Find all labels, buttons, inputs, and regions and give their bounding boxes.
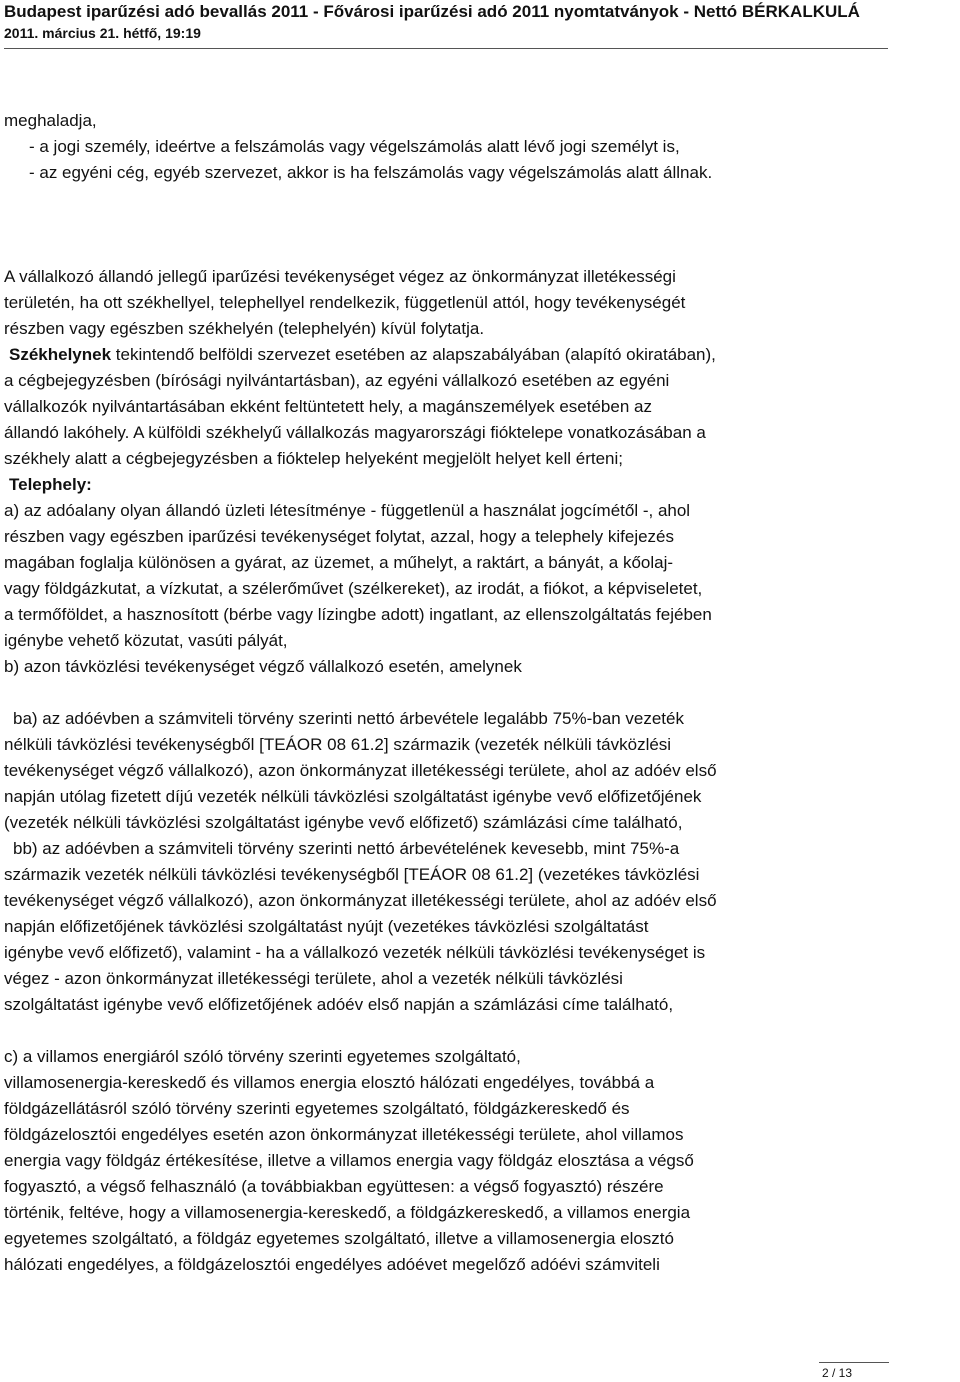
text-line: ba) az adóévben a számviteli törvény szerinti nettó árbevétele legalább 75%-ban vezeték xyxy=(13,709,684,728)
text-line: a) az adóalany olyan állandó üzleti létesítménye - függetlenül a használat jogcímétől -, ahol xyxy=(4,501,691,520)
text-line: vállalkozók nyilvántartásában ekként feltüntetett hely, a magánszemélyek esetében az xyxy=(4,397,652,416)
text-line: földgázellátásról szóló törvény szerinti egyetemes szolgáltató, földgázkereskedő és xyxy=(4,1099,630,1118)
text-line: igénybe vevő előfizető), valamint - ha a vállalkozó vezeték nélküli távközlési tevékenységet is xyxy=(4,943,706,962)
list-item: - az egyéni cég, egyéb szervezet, akkor is ha felszámolás vagy végelszámolás alatt állnak. xyxy=(29,163,713,182)
term-telephely: Telephely: xyxy=(9,475,92,494)
paragraph-gap xyxy=(4,1018,944,1044)
text-line: bb) az adóévben a számviteli törvény szerinti nettó árbevételének kevesebb, mint 75%-a xyxy=(13,839,680,858)
paragraph-gap xyxy=(4,186,944,264)
list-item: - a jogi személy, ideértve a felszámolás vagy végelszámolás alatt lévő jogi személyt is, xyxy=(29,137,680,156)
term-szekhelynek: Székhelynek xyxy=(9,345,112,364)
header-divider xyxy=(4,48,888,49)
text-line: tevékenységet végző vállalkozó), azon önkormányzat illetékességi területe, ahol az adóév első xyxy=(4,891,717,910)
text-line: a cégbejegyzésben (bírósági nyilvántartásban), az egyéni vállalkozó esetében az egyéni xyxy=(4,371,670,390)
text-line: fogyasztó, a végső felhasználó (a továbbiakban együttesen: a végső fogyasztó) részére xyxy=(4,1177,664,1196)
text-line xyxy=(4,472,944,498)
text-line: végez - azon önkormányzat illetékességi területe, ahol a vezeték nélküli távközlési xyxy=(4,969,623,988)
text-line: (vezeték nélküli távközlési szolgáltatást igénybe vevő előfizető) számlázási címe található, xyxy=(4,813,683,832)
text-line: részben vagy egészben iparűzési tevékenységet folytat, azzal, hogy a telephely kifejezés xyxy=(4,527,675,546)
text-line: b) azon távközlési tevékenységet végző vállalkozó esetén, amelynek xyxy=(4,657,522,676)
text-line: területén, ha ott székhellyel, telephellyel rendelkezik, függetlenül attól, hogy tevékenységét xyxy=(4,293,686,312)
footer-divider xyxy=(819,1362,889,1363)
text-line: energia vagy földgáz értékesítése, illetve a villamos energia vagy földgáz elosztása a végső xyxy=(4,1151,694,1170)
document-body xyxy=(4,108,944,1278)
text-line: nélküli távközlési tevékenységből [TEÁOR 08 61.2] származik (vezeték nélküli távközlési xyxy=(4,735,672,754)
text-line: részben vagy egészben székhelyén (telephelyén) kívül folytatja. xyxy=(4,319,485,338)
text-line: A vállalkozó állandó jellegű iparűzési tevékenységet végez az önkormányzat illetékességi xyxy=(4,267,676,286)
text-line: szolgáltatást igénybe vevő előfizetőjének adóév első napján a számlázási címe található, xyxy=(4,995,674,1014)
page-number: 2 / 13 xyxy=(822,1366,853,1380)
text-line: származik vezeték nélküli távközlési tevékenységből [TEÁOR 08 61.2] (vezetékes távközlési xyxy=(4,865,700,884)
text-line: egyetemes szolgáltató, a földgáz egyetemes szolgáltató, illetve a villamosenergia elosztó xyxy=(4,1229,674,1248)
paragraph-gap xyxy=(4,680,944,706)
text-line: magában foglalja különösen a gyárat, az üzemet, a műhelyt, a raktárt, a bányát, a kőolaj- xyxy=(4,553,674,572)
text-line: állandó lakóhely. A külföldi székhelyű vállalkozás magyarországi fióktelepe vonatkozásában a xyxy=(4,423,706,442)
document-header-title: Budapest iparűzési adó bevallás 2011 - Fővárosi iparűzési adó 2011 nyomtatványok - Nettó BÉRKALKULÁ xyxy=(4,2,860,21)
text-line: tevékenységet végző vállalkozó), azon önkormányzat illetékességi területe, ahol az adóév első xyxy=(4,761,717,780)
text-line: a termőföldet, a hasznosított (bérbe vagy lízingbe adott) ingatlant, az ellenszolgáltatás fejében xyxy=(4,605,712,624)
text-line xyxy=(4,342,944,368)
text-line: meghaladja, xyxy=(4,111,97,130)
text-line: történik, feltéve, hogy a villamosenergia-kereskedő, a földgázkereskedő, a villamos energia xyxy=(4,1203,691,1222)
text-line: napján előfizetőjének távközlési szolgáltatást nyújt (vezetékes távközlési szolgáltatást xyxy=(4,917,649,936)
text-line: villamosenergia-kereskedő és villamos energia elosztó hálózati engedélyes, továbbá a xyxy=(4,1073,655,1092)
text-line: c) a villamos energiáról szóló törvény szerinti egyetemes szolgáltató, xyxy=(4,1047,521,1066)
text-line: napján utólag fizetett díjú vezeték nélküli távközlési szolgáltatást igénybe vevő előfizetőjének xyxy=(4,787,702,806)
text-fragment: tekintendő belföldi szervezet esetében az alapszabályában (alapító okiratában), xyxy=(111,345,716,364)
text-line: székhely alatt a cégbejegyzésben a fióktelep helyeként megjelölt helyet kell érteni; xyxy=(4,449,623,468)
text-line: földgázelosztói engedélyes esetén azon önkormányzat illetékességi területe, ahol villamos xyxy=(4,1125,684,1144)
document-header-date: 2011. március 21. hétfő, 19:19 xyxy=(4,25,201,41)
text-line: hálózati engedélyes, a földgázelosztói engedélyes adóévet megelőző adóévi számviteli xyxy=(4,1255,660,1274)
text-line: igénybe vehető közutat, vasúti pályát, xyxy=(4,631,288,650)
text-line: vagy földgázkutat, a vízkutat, a szélerőművet (szélkereket), az irodát, a fiókot, a képviseletet, xyxy=(4,579,703,598)
